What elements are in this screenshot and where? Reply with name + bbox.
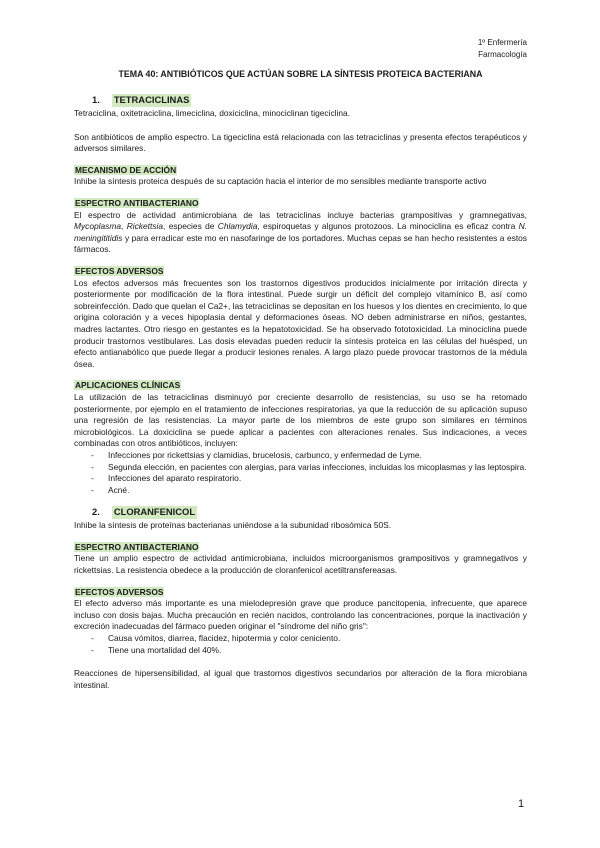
espectro-paragraph: Tiene un amplio espectro de actividad antimicrobiana, incluidos microorganismos grampositivos y gramnegativos y rickettsias. La resistencia obedece a la producción de cloranfenicol acetiltransfereasas. [74, 553, 527, 576]
section-title: CLORANFENICOL [113, 506, 196, 518]
mecanismo-paragraph: Inhibe la síntesis proteica después de su captación hacia el interior de mo sensibles mediante transporte activo [74, 176, 487, 187]
section-number: 1. [92, 94, 100, 106]
hipersensibilidad-paragraph: Reacciones de hipersensibilidad, al igual que trastornos digestivos secundarios por alteración de la flora microbiana intestinal. [74, 668, 527, 690]
aplicaciones-paragraph: La utilización de las tetraciclinas disminuyó por creciente desarrollo de resistencias, su uso se ha retomado posteriormente, por ejemplo en el tratamiento de infecciones respiratorias, ya que la reducción de su aplicación supuso una regresión de las resistencias. La mayor parte de los miembros de este grupo son similares en términos microbiológicos. La doxiciclina se puede aplicar a pacientes con alteraciones renales. Sus indicaciones, a veces combinadas con otros antibióticos, incluyen: [74, 391, 527, 449]
page-number: 1 [518, 798, 525, 810]
document-body [74, 68, 527, 691]
header-subject: Farmacología [478, 49, 527, 59]
intro-paragraph: Son antibióticos de amplio espectro. La tigeciclina está relacionada con las tetraciclinas y presenta efectos terapéuticos y adversos similares. [74, 131, 527, 154]
page-header [478, 37, 527, 60]
espectro-paragraph: El espectro de actividad antimicrobiana de las tetraciclinas incluye bacterias grampositivas y gramnegativas, Mycoplasma, Rickettsia, especies de Chlamydia, espiroquetas y algunos protozoos. La minociclina es eficaz contra N. meningititidis y para erradicar este mo en nasofaringe de los portadores. Muchas cepas se han hecho resistentes a estos fármacos. [74, 209, 527, 255]
drug-list: Tetraciclina, oxitetraciclina, limeciclina, doxiciclina, minociclinan tigeciclina. [74, 108, 351, 119]
subheading-aplicaciones: APLICACIONES CLÍNICAS [75, 380, 181, 391]
subheading-efectos-adversos: EFECTOS ADVERSOS [75, 586, 164, 597]
list-item: - Infecciones por rickettsias y clamidias, brucelosis, carbunco, y enfermedad de Lyme. [74, 450, 527, 462]
subheading-efectos-adversos: EFECTOS ADVERSOS [75, 266, 164, 277]
list-item: - Tiene una mortalidad del 40%. [74, 645, 527, 657]
section-heading-tetraciclinas [74, 94, 527, 107]
list-item: - Segunda elección, en pacientes con alergias, para varias infecciones, incluidas los micoplasmas y las leptospira. [74, 462, 527, 474]
efectos-list [74, 633, 527, 656]
list-item: - Causa vómitos, diarrea, flacidez, hipotermia y color ceniciento. [74, 633, 527, 645]
header-course: 1º Enfermería [477, 38, 527, 47]
section-title: TETRACICLINAS [113, 94, 190, 106]
subheading-espectro: ESPECTRO ANTIBACTERIANO [75, 541, 199, 552]
efectos-paragraph: El efecto adverso más importante es una mielodepresión grave que produce pancitopenia, infrecuente, que aparece incluso con dosis bajas. Mucha precaución en recién nacidos, controlando las concentraciones, porque la inactivación y excreción inadecuadas del fármaco pueden originar el "síndrome del niño gris": [74, 598, 527, 632]
efectos-paragraph: Los efectos adversos más frecuentes son los trastornos digestivos producidos inicialmente por irritación directa y posteriormente por modificación de la flora intestinal. Puede surgir un déficit del complejo vitamínico B, así como sobreinfección. Dado que quelan el Ca2+, las tetraciclinas se depositan en los huesos y los dientes en crecimiento, lo que origina coloración y a veces hipoplasia dental y deformaciones óseas. NO deben administrarse en niños, gestantes, madres lactantes. Otro riesgo en gestantes es la hepatotoxicidad. Se ha observado fototoxicidad. La minociclina puede producir trastornos vestibulares. Las dosis elevadas pueden reducir la síntesis proteica en las células del huésped, un efecto antianabólico que puede llegar a producir lesiones renales. A largo plazo puede provocar trastornos de la médula ósea. [74, 277, 527, 369]
section-number: 2. [92, 506, 100, 518]
list-item: - Acné. [74, 485, 527, 497]
list-item: - Infecciones del aparato respiratorio. [74, 473, 527, 485]
section-heading-cloranfenicol [74, 506, 527, 519]
cloranfenicol-intro: Inhibe la síntesis de proteínas bacterianas uniéndose a la subunidad ribosómica 50S. [74, 520, 392, 531]
subheading-mecanismo: MECANISMO DE ACCIÓN [75, 164, 177, 175]
subheading-espectro: ESPECTRO ANTIBACTERIANO [75, 198, 199, 209]
document-title: TEMA 40: ANTIBIÓTICOS QUE ACTÚAN SOBRE LA SÍNTESIS PROTEICA BACTERIANA [118, 69, 483, 79]
aplicaciones-list [74, 450, 527, 496]
